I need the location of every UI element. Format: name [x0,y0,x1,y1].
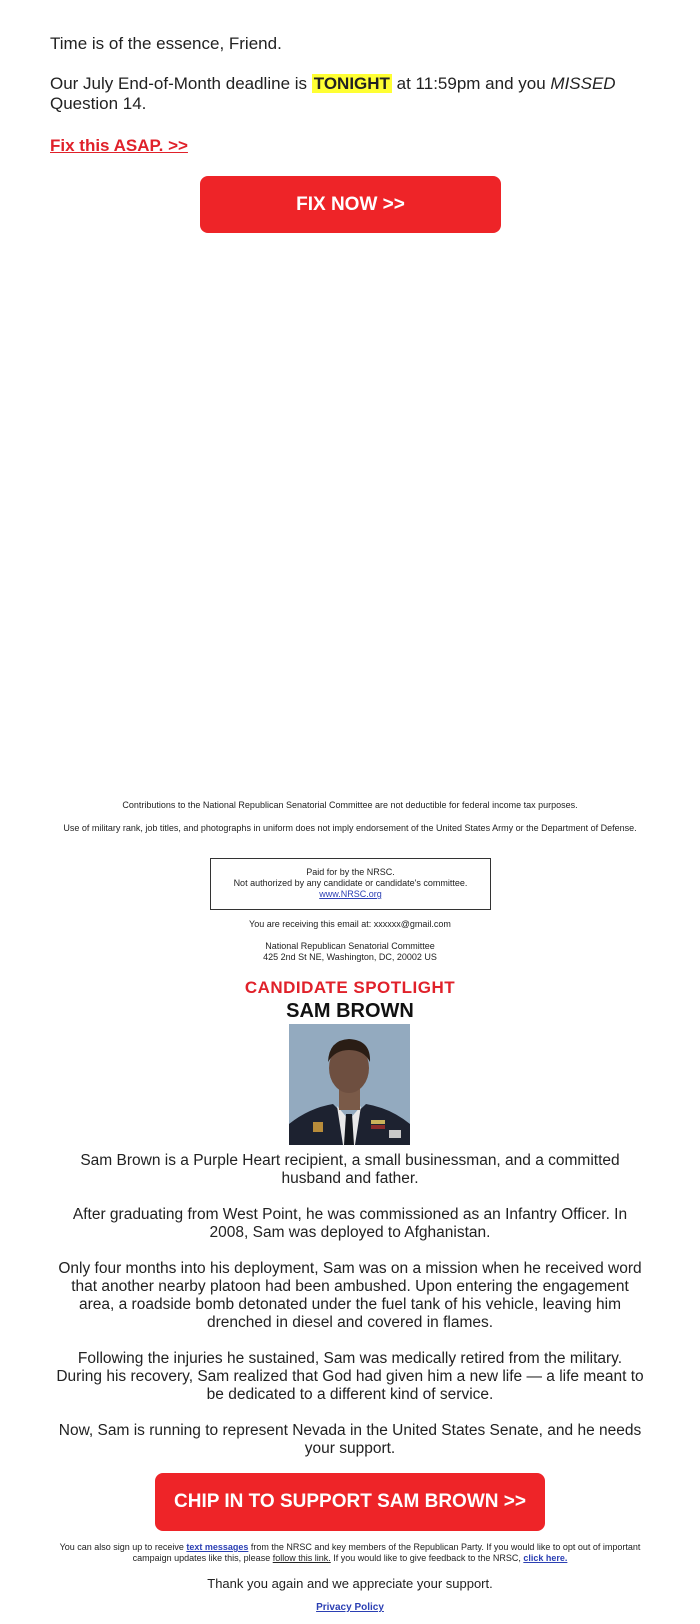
fix-now-button[interactable]: FIX NOW >> [200,176,501,233]
address-street: 425 2nd St NE, Washington, DC, 20002 US [263,952,437,962]
tax-disclaimer: Contributions to the National Republican Senatorial Committee are not deductible for federal income tax purposes. [122,800,578,810]
deadline-missed: MISSED [550,74,616,93]
candidate-spotlight-heading: CANDIDATE SPOTLIGHT [244,978,456,997]
receiving-email-text: You are receiving this email at: xxxxxx@gmail.com [249,919,451,929]
footer-signup-text [50,1542,650,1564]
deadline-paragraph [50,74,660,114]
paid-line-2: Not authorized by any candidate or candidate's committee. [233,878,468,888]
chip-in-button[interactable]: CHIP IN TO SUPPORT SAM BROWN >> [155,1473,545,1531]
paid-for-box [210,858,491,910]
deadline-tail: Question 14. [50,94,147,113]
mailing-address [0,941,700,963]
greeting: Time is of the essence, Friend. [50,34,282,53]
privacy-policy-link[interactable]: Privacy Policy [316,1602,384,1613]
deadline-highlight: TONIGHT [313,74,390,93]
bio-paragraph-3: Only four months into his deployment, Sam was on a mission when he received word that another nearby platoon had been ambushed. Upon entering the engagement area, a roadside bomb detonated under the fuel tank of his vehicle, leaving him drenched in diesel and covered in flames. [58,1260,642,1331]
privacy-policy-wrapper [0,1602,700,1613]
text-messages-link[interactable]: text messages [186,1542,249,1552]
fix-asap-link[interactable]: Fix this ASAP. >> [50,136,188,155]
address-org: National Republican Senatorial Committee [265,941,435,951]
bio-paragraph-1: Sam Brown is a Purple Heart recipient, a small businessman, and a committed husband and father. [80,1152,620,1187]
candidate-photo [289,1024,410,1145]
bio-paragraph-5: Now, Sam is running to represent Nevada in the United States Senate, and he needs your support. [58,1422,642,1457]
candidate-name: SAM BROWN [286,1000,414,1022]
bio-paragraph-2: After graduating from West Point, he was commissioned as an Infantry Officer. In 2008, Sam was deployed to Afghanistan. [72,1206,628,1241]
click-here-link[interactable]: click here. [523,1553,568,1563]
deadline-before: Our July End-of-Month deadline is [50,74,312,93]
paid-line-1: Paid for by the NRSC. [306,867,395,877]
bio-paragraph-4: Following the injuries he sustained, Sam was medically retired from the military. During his recovery, Sam realized that God had given him a new life — a life meant to be dedicated to a different kind of service. [56,1350,644,1403]
deadline-after: at 11:59pm and you [391,74,551,93]
footer-part-2: from the NRSC and key members of the Republican Party. If you would like to opt out of important campaign updates like this, please [132,1542,641,1563]
military-disclaimer: Use of military rank, job titles, and photographs in uniform does not imply endorsement of the United States Army or the Department of Defense. [63,823,637,833]
footer-part-1: You can also sign up to receive [59,1542,187,1552]
follow-this-link[interactable]: follow this link. [272,1553,331,1563]
soldier-portrait-icon [289,1024,410,1145]
footer-part-3: If you would like to give feedback to the NRSC, [330,1553,524,1563]
nrsc-website-link[interactable]: www.NRSC.org [319,889,382,899]
thank-you-text: Thank you again and we appreciate your support. [207,1576,493,1591]
